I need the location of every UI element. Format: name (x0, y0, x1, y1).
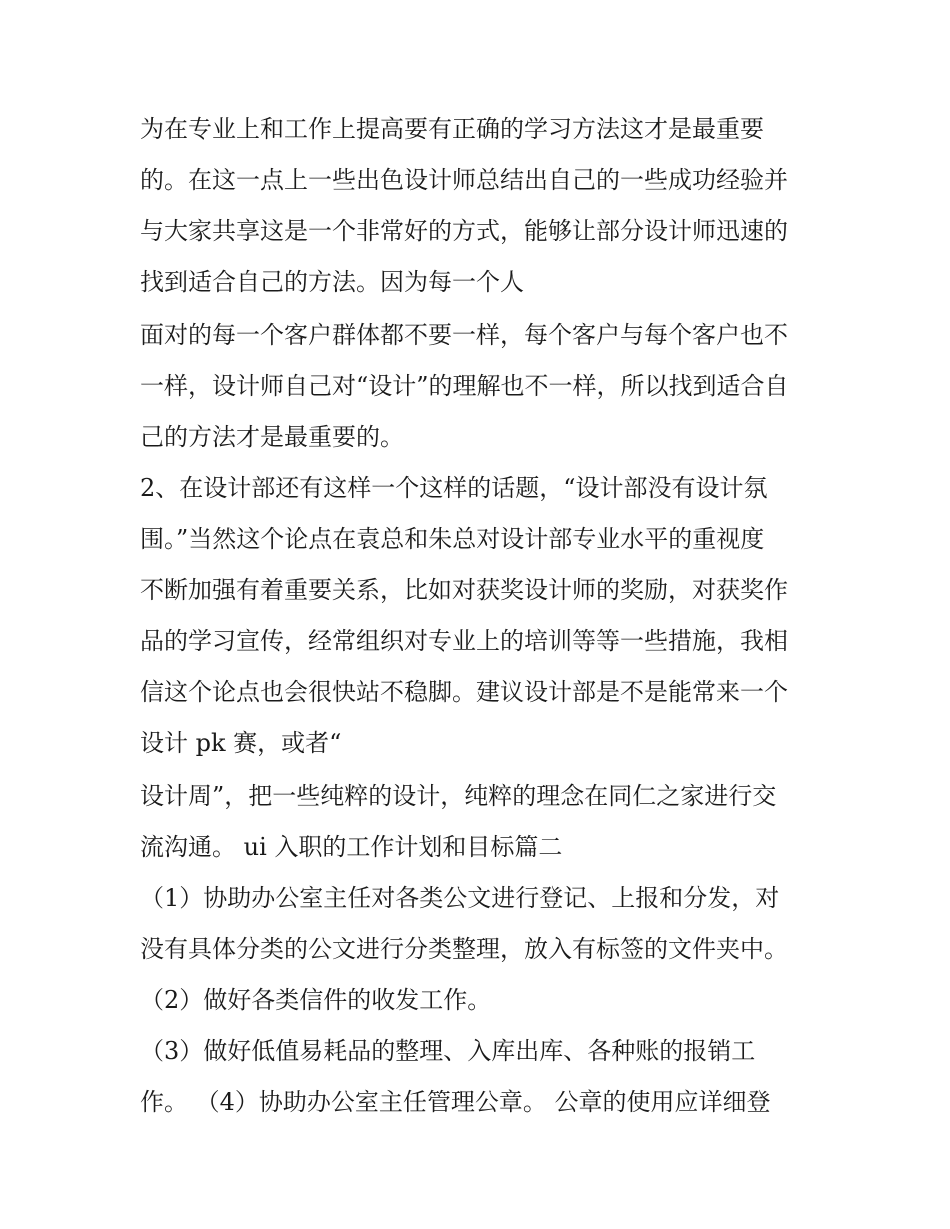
text-line: 不断加强有着重要关系，比如对获奖设计师的奖励，对获奖作 (140, 576, 788, 604)
text-line: 作。 （4）协助办公室主任管理公章。 公章的使用应详细登 (140, 1088, 771, 1116)
text-line: 没有具体分类的公文进行分类整理，放入有标签的文件夹中。 (140, 935, 788, 963)
text-line: 2、在设计部还有这样一个这样的话题，“设计部没有设计氛 (140, 474, 768, 502)
text-line: 与大家共享这是一个非常好的方式，能够让部分设计师迅速的 (140, 217, 788, 245)
text-line: 围。”当然这个论点在袁总和朱总对设计部专业水平的重视度 (140, 525, 765, 553)
text-line: （1）协助办公室主任对各类公文进行登记、上报和分发，对 (140, 884, 780, 912)
text-line: 流沟通。 ui 入职的工作计划和目标篇二 (140, 833, 563, 861)
text-line: 设计 pk 赛，或者“ (140, 729, 342, 757)
text-line: 找到适合自己的方法。因为每一个人 (140, 268, 524, 296)
text-line: 己的方法才是最重要的。 (140, 423, 404, 451)
text-line: 面对的每一个客户群体都不要一样，每个客户与每个客户也不 (140, 321, 788, 349)
text-line: （3）做好低值易耗品的整理、入库出库、各种账的报销工 (140, 1037, 756, 1065)
text-line: 品的学习宣传，经常组织对专业上的培训等等一些措施，我相 (140, 627, 788, 655)
text-line: 的。在这一点上一些出色设计师总结出自己的一些成功经验并 (140, 166, 788, 194)
text-line: （2）做好各类信件的收发工作。 (140, 986, 492, 1014)
text-line: 信这个论点也会很快站不稳脚。建议设计部是不是能常来一个 (140, 678, 788, 706)
text-line: 为在专业上和工作上提高要有正确的学习方法这才是最重要 (140, 115, 764, 143)
text-line: 一样，设计师自己对“设计”的理解也不一样，所以找到适合自 (140, 372, 789, 400)
text-line: 设计周”，把一些纯粹的设计，纯粹的理念在同仁之家进行交 (140, 782, 777, 810)
